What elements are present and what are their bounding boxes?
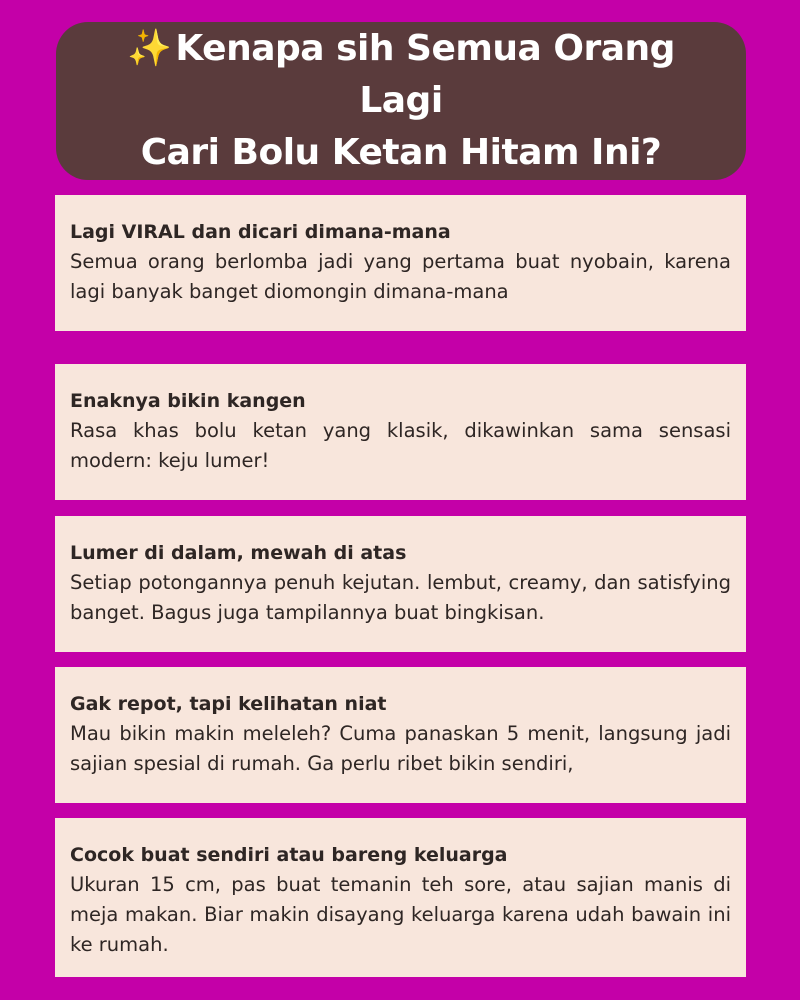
page-title <box>86 23 716 179</box>
page-title-line-2: Cari Bolu Ketan Hitam Ini? <box>140 132 662 173</box>
reason-card-title: Lagi VIRAL dan dicari dimana-mana <box>70 221 451 243</box>
reason-card-title: Cocok buat sendiri atau bareng keluarga <box>70 844 508 866</box>
reason-card-texture <box>55 516 746 652</box>
reason-card-body: Ukuran 15 cm, pas buat temanin teh sore, atau sajian manis di meja makan. Biar makin disayang keluarga karena udah bawain ini ke rumah. <box>70 873 731 956</box>
reason-card-easy <box>55 667 746 803</box>
reason-card-body: Rasa khas bolu ketan yang klasik, dikawinkan sama sensasi modern: keju lumer! <box>70 419 731 472</box>
reason-card-body: Semua orang berlomba jadi yang pertama buat nyobain, karena lagi banyak banget diomongin dimana-mana <box>70 250 731 303</box>
reason-card-title: Lumer di dalam, mewah di atas <box>70 542 407 564</box>
reason-card-viral <box>55 195 746 331</box>
title-banner <box>56 22 746 180</box>
reason-card-taste <box>55 364 746 500</box>
reason-card-family <box>55 818 746 977</box>
page-title-line-1: Kenapa sih Semua Orang Lagi <box>175 28 675 121</box>
reason-card-body: Mau bikin makin meleleh? Cuma panaskan 5 menit, langsung jadi sajian spesial di rumah. Ga perlu ribet bikin sendiri, <box>70 722 731 775</box>
reason-card-body: Setiap potongannya penuh kejutan. lembut, creamy, dan satisfying banget. Bagus juga tampilannya buat bingkisan. <box>70 571 731 624</box>
reason-card-title: Gak repot, tapi kelihatan niat <box>70 693 387 715</box>
reason-card-title: Enaknya bikin kangen <box>70 390 306 412</box>
sparkles-icon: ✨ <box>127 28 172 69</box>
